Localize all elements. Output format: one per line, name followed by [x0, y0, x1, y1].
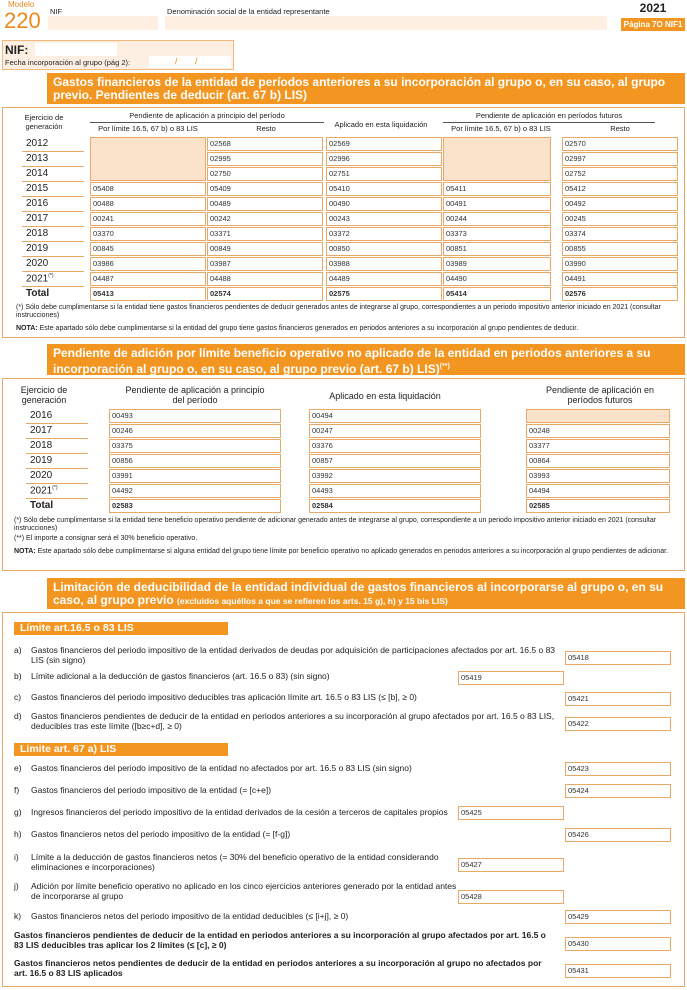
s1-cell-c4[interactable]: 03373 — [443, 227, 551, 241]
nif-box — [2, 40, 234, 70]
s1-cell-c2[interactable]: 02750 — [207, 167, 323, 181]
s1-row-year-text: 2019 — [26, 243, 49, 254]
s1-row-year-text: 2013 — [26, 153, 49, 164]
s3-item-code: 05422 — [565, 717, 671, 731]
s2-row-year — [30, 485, 58, 496]
s1-row-year — [26, 243, 48, 254]
s3-item-field[interactable] — [565, 651, 671, 665]
s2-row-year — [30, 440, 52, 451]
s3-item-field[interactable] — [565, 717, 671, 731]
s2-row-year — [30, 425, 52, 436]
s2-cell-c3[interactable]: 00248 — [526, 424, 670, 438]
s1-nota-text: Este apartado sólo debe cumplimentarse si la entidad del grupo tiene gastos financieros generados en periodos anteriores a su incorporación al grupo pendientes de deducir. — [39, 325, 579, 332]
denominacion-field[interactable] — [165, 16, 607, 30]
s1-row-year — [26, 273, 54, 284]
s1-col-limite: Por límite 16.5, 67 b) o 83 LIS — [98, 124, 198, 133]
s2-cell-c2[interactable]: 00494 — [309, 409, 481, 423]
s3-item-field[interactable] — [458, 671, 564, 685]
s1-cell-c5[interactable]: 03374 — [562, 227, 678, 241]
nif-header-field[interactable] — [48, 16, 158, 30]
s1-row-year-text: 2017 — [26, 213, 49, 224]
s1-total-c1[interactable]: 05413 — [90, 287, 206, 301]
s1-total-label: Total — [26, 288, 50, 299]
s1-cell-c3[interactable]: 02569 — [326, 137, 442, 151]
s1-row-year-text: 2021 — [26, 273, 49, 285]
s3-item-field[interactable] — [458, 858, 564, 872]
s1-cell-c5[interactable]: 00855 — [562, 242, 678, 256]
s1-row-year-text: 2018 — [26, 228, 49, 239]
s3-item-letter: c) — [14, 692, 22, 702]
s1-row-year — [26, 198, 48, 209]
s1-row-year — [26, 153, 48, 164]
s3-item-code: 05418 — [565, 651, 671, 665]
s1-cell-c3[interactable]: 00243 — [326, 212, 442, 226]
s3-item-text: Gastos financieros netos del periodo impositivo de la entidad (= [f-g]) — [31, 829, 291, 839]
s1-cell-c4[interactable]: 00244 — [443, 212, 551, 226]
fecha-label: Fecha incorporación al grupo (pág 2): — [5, 58, 131, 67]
s1-cell-c3[interactable]: 03372 — [326, 227, 442, 241]
s1-total-c3[interactable]: 02575 — [326, 287, 442, 301]
s1-cell-c5[interactable]: 02752 — [562, 167, 678, 181]
s3-item-code: 05429 — [565, 910, 671, 924]
s3-item-text: Adición por límite beneficio operativo no aplicado en los cinco ejercicios anteriores generado por la entidad antes de incorporarse al grupo — [31, 881, 457, 901]
s1-total-c2[interactable]: 02574 — [207, 287, 323, 301]
s1-row-year-sup: (*) — [48, 273, 54, 279]
modelo-number: 220 — [4, 8, 41, 33]
s3-item-field[interactable] — [458, 890, 564, 904]
s1-row-year-text: 2015 — [26, 183, 49, 194]
year-label: 2021 — [639, 1, 667, 15]
s2-cell-c2[interactable]: 03376 — [309, 439, 481, 453]
s3-item-code: 05421 — [565, 692, 671, 706]
s1-row-year — [26, 258, 48, 269]
s3-item-text: Gastos financieros pendientes de deducir de la entidad en periodos anteriores a su incorporación al grupo afectados por art. 16.5 o 83 LIS, deducibles tras este límite ([b≥c+d], ≥ 0) — [31, 711, 555, 731]
s3-item-code: 05424 — [565, 784, 671, 798]
s3-item-code: 05427 — [458, 858, 564, 872]
s3-item-letter: b) — [14, 671, 22, 681]
s1-col-ejercicio: Ejercicio de generación — [24, 113, 64, 131]
s2-total-c1[interactable]: 02583 — [109, 499, 281, 513]
s2-cell-c3[interactable]: 03993 — [526, 469, 670, 483]
s1-row-year-text: 2020 — [26, 258, 49, 269]
denominacion-label: Denominación social de la entidad representante — [167, 7, 330, 16]
s3-item-letter: k) — [14, 911, 22, 921]
s1-cell-c3[interactable]: 02996 — [326, 152, 442, 166]
s3-item-text: Gastos financieros del periodo impositivo de la entidad derivados de deudas por adquisición de participaciones afectados por art. 16.5 o 83 LIS (sin signo) — [31, 645, 556, 665]
s1-row-year — [26, 228, 48, 239]
s1-total-c4[interactable]: 05414 — [443, 287, 551, 301]
s1-row-divider — [22, 241, 84, 242]
subsection-limite-16-5: Límite art.16.5 o 83 LIS — [14, 622, 228, 635]
s1-cell-c3[interactable]: 00490 — [326, 197, 442, 211]
s3-item-field[interactable] — [565, 910, 671, 924]
s2-row-year-text: 2021 — [30, 485, 53, 497]
s3-item-letter: d) — [14, 711, 22, 721]
s1-row-divider — [22, 211, 84, 212]
s2-total-c2[interactable]: 02584 — [309, 499, 481, 513]
section2-title-sup: (**) — [439, 363, 450, 370]
s2-cell-c1[interactable]: 04492 — [109, 484, 281, 498]
s2-cell-c3[interactable]: 03377 — [526, 439, 670, 453]
nif-input[interactable] — [35, 43, 117, 56]
s1-row-divider — [22, 181, 84, 182]
fecha-sep-1: / — [175, 56, 178, 66]
s1-row-year — [26, 138, 48, 149]
s3-item-letter: j) — [14, 881, 19, 891]
s3-bold1-code: 05430 — [565, 937, 671, 951]
s2-row-year — [30, 455, 52, 466]
s3-item-text: Gastos financieros del periodo impositivo de la entidad no afectados por art. 16.5 o 83 LIS (sin signo) — [31, 763, 412, 773]
s1-cell-c4[interactable]: 00851 — [443, 242, 551, 256]
s3-item-text: Límite adicional a la deducción de gastos financieros (art. 16.5 o 83) (sin signo) — [31, 671, 330, 681]
s2-row-year — [30, 410, 52, 421]
nif-label: NIF: — [5, 43, 29, 57]
s1-cell-c3[interactable]: 05410 — [326, 182, 442, 196]
section1-title: Gastos financieros de la entidad de períodos anteriores a su incorporación al grupo o, en su caso, al grupo previo. Pendientes de deducir (art. 67 b) LIS) — [47, 73, 685, 104]
s2-row-divider — [26, 423, 88, 424]
s1-cell-c5[interactable]: 00245 — [562, 212, 678, 226]
s3-item-code: 05419 — [458, 671, 564, 685]
s1-cell-c2[interactable]: 03987 — [207, 257, 323, 271]
s1-cell-c5[interactable]: 00492 — [562, 197, 678, 211]
s3-bold2-code: 05431 — [565, 964, 671, 978]
s2-cell-c1[interactable]: 00493 — [109, 409, 281, 423]
s1-col-limite2: Por límite 16.5, 67 b) o 83 LIS — [451, 124, 551, 133]
s1-cell-c2[interactable]: 00242 — [207, 212, 323, 226]
section2-title — [47, 344, 685, 375]
s3-bold1-text: Gastos financieros pendientes de deducir de la entidad en periodos anteriores a su incorporación al grupo afectados por art. 16.5 o 83 LIS deducibles tras aplicar los 2 límites (≤ [c], ≥ 0) — [14, 930, 546, 950]
s2-shaded-futuros — [526, 409, 670, 423]
s2-nota-label: NOTA: — [14, 548, 36, 555]
page-label: Página 7O NIF1 — [621, 18, 685, 31]
s2-col-pend-inicio: Pendiente de aplicación a principio del período — [125, 385, 265, 405]
s2-row-year — [30, 470, 52, 481]
fecha-sep-2: / — [195, 56, 198, 66]
s2-cell-c2[interactable]: 00247 — [309, 424, 481, 438]
s3-bold1-field[interactable] — [565, 937, 671, 951]
s1-cell-c1[interactable]: 03986 — [90, 257, 206, 271]
modelo-label: Modelo — [8, 0, 35, 9]
s3-item-code: 05428 — [458, 890, 564, 904]
s1-row-divider — [22, 256, 84, 257]
s1-row-year — [26, 213, 48, 224]
s2-row-year-sup: (*) — [52, 485, 58, 491]
s2-note2: (**) El importe a consignar será el 30% beneficio operativo. — [14, 535, 198, 542]
subsection-limite-67a: Límite art. 67 a) LIS — [14, 743, 228, 756]
s1-row-year-text: 2012 — [26, 138, 49, 149]
s2-row-divider — [26, 453, 88, 454]
s1-col-resto2: Resto — [610, 124, 630, 133]
s3-item-field[interactable] — [565, 762, 671, 776]
s3-item-field[interactable] — [565, 692, 671, 706]
s2-total-c3[interactable]: 02585 — [526, 499, 670, 513]
s3-item-text: Límite a la deducción de gastos financieros netos (= 30% del beneficio operativo de la entidad considerando eliminaciones e incorporaciones) — [31, 852, 439, 872]
s2-cell-c2[interactable]: 03992 — [309, 469, 481, 483]
s2-col-ejercicio: Ejercicio de generación — [20, 385, 68, 405]
s2-note1: (*) Sólo debe cumplimentarse si la entidad tiene beneficio operativo pendiente de adicionar generado antes de integrarse al grupo, correspondiente a un periodo impositivo anterior iniciado en 2021 (consultar instrucciones) — [14, 517, 657, 532]
section3-title — [47, 578, 685, 609]
s1-cell-c4[interactable]: 03989 — [443, 257, 551, 271]
section3-title-small: (excluidos aquéllos a que se refieren los arts. 15 g), h) y 15 bis LIS) — [177, 596, 448, 606]
s3-item-text: Ingresos financieros del periodo impositivo de la entidad derivados de la cesión a terceros de capitales propios — [31, 807, 448, 817]
s1-cell-c5[interactable]: 03990 — [562, 257, 678, 271]
section3-title-text: Limitación de deducibilidad de la entidad individual de gastos financieros al incorporarse al grupo o, en su caso, al grupo previo — [53, 580, 664, 607]
s1-nota — [16, 325, 681, 333]
s1-cell-c1[interactable]: 00488 — [90, 197, 206, 211]
s3-item-field[interactable] — [458, 806, 564, 820]
s1-cell-c5[interactable]: 02997 — [562, 152, 678, 166]
s1-cell-c2[interactable]: 02568 — [207, 137, 323, 151]
s1-cell-c2[interactable]: 04488 — [207, 272, 323, 286]
s2-col-pend-futuros: Pendiente de aplicación en períodos futuros — [545, 385, 655, 405]
s2-cell-c2[interactable]: 04493 — [309, 484, 481, 498]
s1-cell-c1[interactable]: 00845 — [90, 242, 206, 256]
s3-item-text: Gastos financieros del periodo impositivo de la entidad (= [c+e]) — [31, 785, 272, 795]
s2-row-year-text: 2020 — [30, 470, 53, 481]
s3-item-code: 05423 — [565, 762, 671, 776]
s3-item-field[interactable] — [565, 784, 671, 798]
s3-item-code: 05426 — [565, 828, 671, 842]
s2-cell-c2[interactable]: 00857 — [309, 454, 481, 468]
s3-item-code: 05425 — [458, 806, 564, 820]
s1-shaded-limite — [90, 137, 206, 181]
s3-bold2-text: Gastos financieros netos pendientes de deducir de la entidad en periodos anteriores a su incorporación al grupo no afectados por art. 16.5 o 83 LIS aplicados — [14, 958, 542, 978]
s3-item-letter: i) — [14, 852, 19, 862]
s1-row-divider — [22, 271, 84, 272]
s2-cell-c3[interactable]: 04494 — [526, 484, 670, 498]
s2-cell-c3[interactable]: 00864 — [526, 454, 670, 468]
s2-cell-c1[interactable]: 03991 — [109, 469, 281, 483]
s1-row-year-text: 2014 — [26, 168, 49, 179]
s3-bold2-field[interactable] — [565, 964, 671, 978]
s3-item-letter: a) — [14, 645, 22, 655]
s1-col-pend-futuros: Pendiente de aplicación en períodos futuros — [443, 112, 655, 123]
s1-cell-c1[interactable]: 00241 — [90, 212, 206, 226]
s2-row-year-text: 2017 — [30, 425, 53, 436]
s3-item-letter: h) — [14, 829, 22, 839]
section2-title-text: Pendiente de adición por límite beneficio operativo no aplicado de la entidad en periodos anteriores a su incorporación al grupo o, en su caso, al grupo previo (art. 67 b) LIS) — [53, 346, 651, 376]
s1-cell-c1[interactable]: 05408 — [90, 182, 206, 196]
s1-cell-c2[interactable]: 00489 — [207, 197, 323, 211]
s2-cell-c1[interactable]: 00856 — [109, 454, 281, 468]
s3-item-letter: f) — [14, 785, 20, 795]
s1-cell-c3[interactable]: 00850 — [326, 242, 442, 256]
s1-cell-c1[interactable]: 04487 — [90, 272, 206, 286]
s1-cell-c2[interactable]: 05409 — [207, 182, 323, 196]
s2-row-year-text: 2018 — [30, 440, 53, 451]
s1-row-year — [26, 183, 48, 194]
s1-cell-c5[interactable]: 02570 — [562, 137, 678, 151]
s1-cell-c2[interactable]: 02995 — [207, 152, 323, 166]
nif-header-label: NIF — [50, 7, 63, 16]
s1-cell-c2[interactable]: 00849 — [207, 242, 323, 256]
s2-row-divider — [26, 468, 88, 469]
s1-cell-c2[interactable]: 03371 — [207, 227, 323, 241]
s2-row-divider — [26, 483, 88, 484]
s2-row-divider — [26, 438, 88, 439]
s1-col-pend-inicio: Pendiente de aplicación a principio del período — [90, 112, 324, 123]
s1-col-aplicado: Aplicado en esta liquidación — [334, 120, 428, 129]
s2-row-year-text: 2019 — [30, 455, 53, 466]
s3-item-field[interactable] — [565, 828, 671, 842]
s2-row-year-text: 2016 — [30, 410, 53, 421]
s1-cell-c4[interactable]: 00491 — [443, 197, 551, 211]
s1-col-resto: Resto — [256, 124, 276, 133]
s1-row-divider — [22, 196, 84, 197]
s3-item-text: Gastos financieros netos del periodo impositivo de la entidad deducibles (≤ [i+j], ≥ 0) — [31, 911, 349, 921]
s3-item-letter: e) — [14, 763, 22, 773]
s1-row-divider — [22, 226, 84, 227]
s1-shaded-limite2 — [443, 137, 551, 181]
s1-cell-c1[interactable]: 03370 — [90, 227, 206, 241]
s1-cell-c3[interactable]: 04489 — [326, 272, 442, 286]
s1-cell-c3[interactable]: 03988 — [326, 257, 442, 271]
s2-cell-c1[interactable]: 00246 — [109, 424, 281, 438]
s1-nota-label: NOTA: — [16, 325, 38, 332]
s2-total-label: Total — [30, 500, 54, 511]
s1-cell-c4[interactable]: 05411 — [443, 182, 551, 196]
s3-item-letter: g) — [14, 807, 22, 817]
s2-row-divider — [26, 498, 88, 499]
s3-item-text: Gastos financieros del periodo impositivo deducibles tras aplicación límite art. 16.5 o 83 LIS (≤ [b], ≥ 0) — [31, 692, 417, 702]
s1-note: (*) Sólo debe cumplimentarse si la entidad tiene gastos financieros pendientes de deducir generados antes de integrarse al grupo, correspondientes a un periodo impositivo anterior iniciado en 2021 (consultar instrucciones) — [16, 304, 661, 319]
s1-row-year-text: 2016 — [26, 198, 49, 209]
s2-col-aplicado: Aplicado en esta liquidación — [329, 391, 441, 401]
s2-nota — [14, 548, 679, 556]
s1-cell-c3[interactable]: 02751 — [326, 167, 442, 181]
s1-row-year — [26, 168, 48, 179]
s1-row-divider — [22, 166, 84, 167]
s1-cell-c5[interactable]: 05412 — [562, 182, 678, 196]
fecha-input[interactable] — [149, 56, 231, 68]
s1-row-divider — [22, 151, 84, 152]
s1-cell-c4[interactable]: 04490 — [443, 272, 551, 286]
s1-row-divider — [22, 286, 84, 287]
s1-total-c5[interactable]: 02576 — [562, 287, 678, 301]
s2-cell-c1[interactable]: 03375 — [109, 439, 281, 453]
s2-nota-text: Este apartado sólo debe cumplimentarse si alguna entidad del grupo tiene límite por beneficio operativo no aplicado generados en periodos anteriores a su incorporación al grupo pendientes de adicionar. — [37, 548, 669, 555]
s1-cell-c5[interactable]: 04491 — [562, 272, 678, 286]
